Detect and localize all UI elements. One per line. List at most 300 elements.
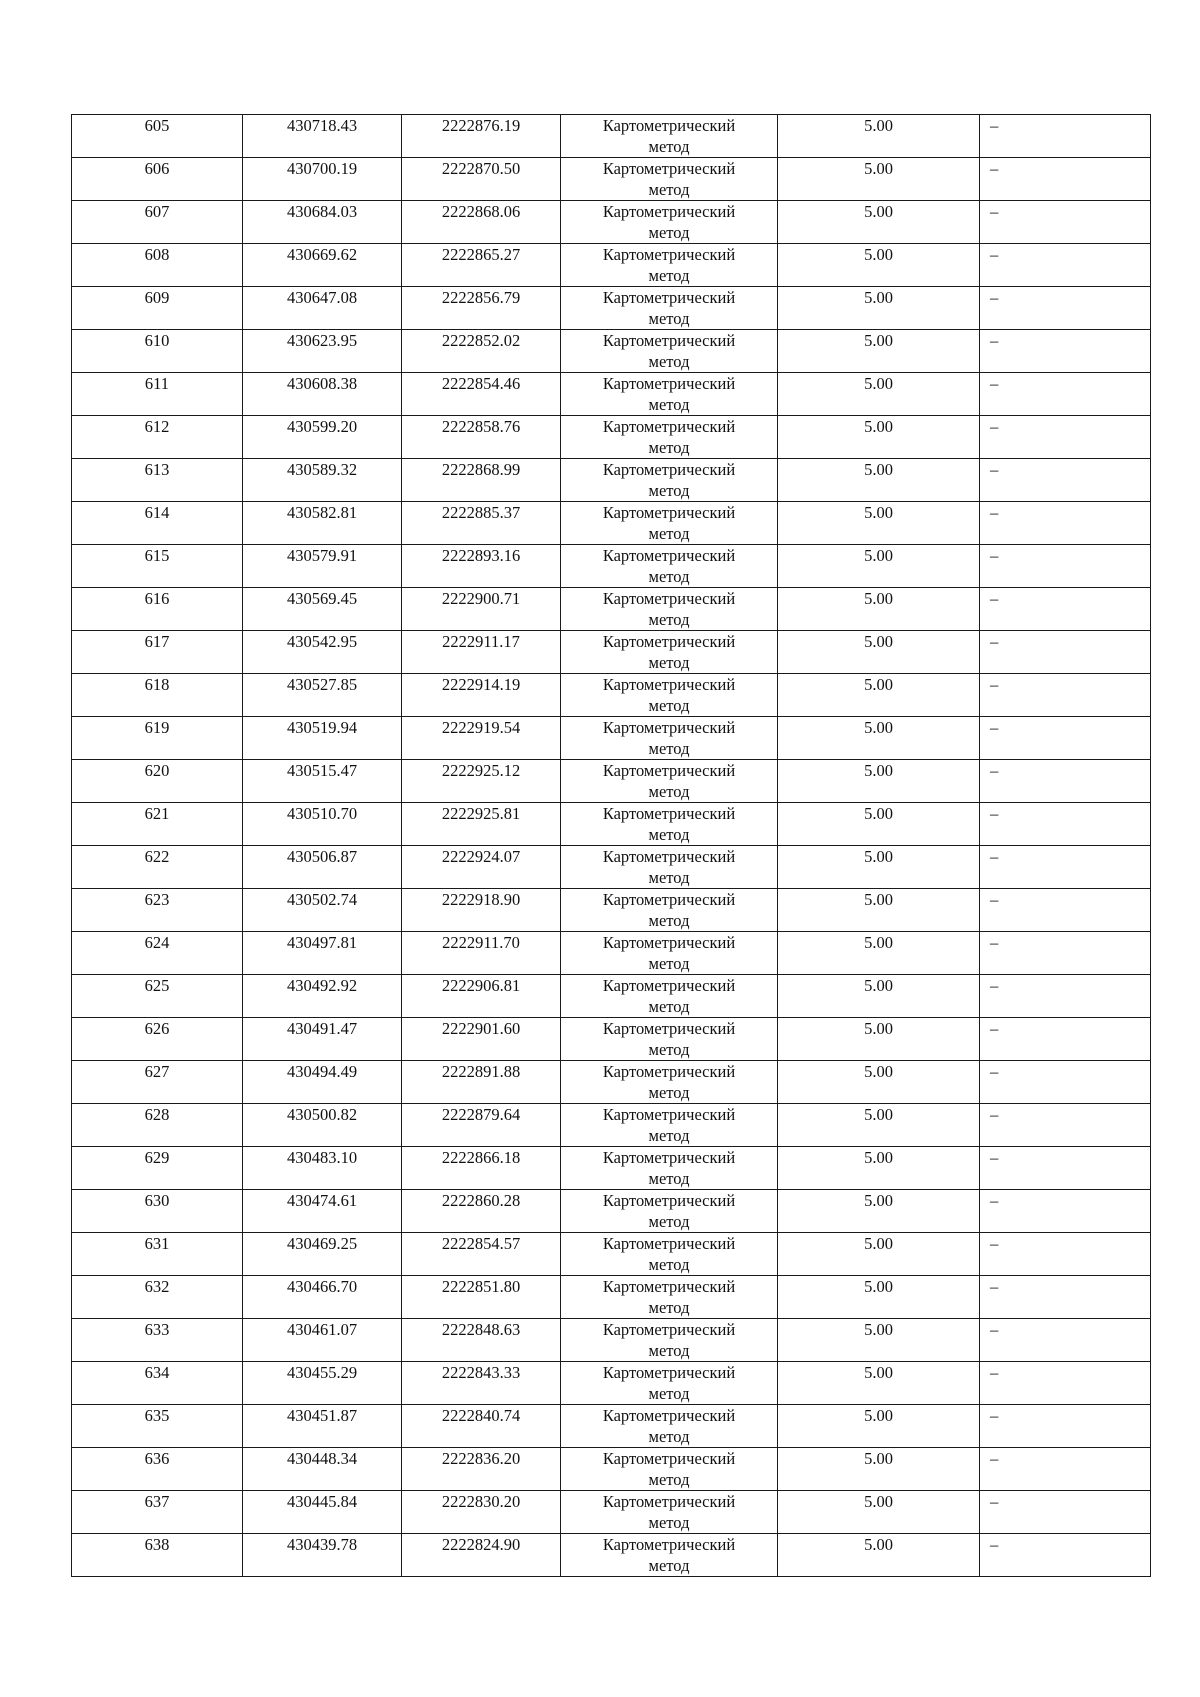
method-cell: [561, 588, 778, 631]
accuracy-cell: 5.00: [778, 244, 980, 287]
y-coordinate-cell: 2222851.80: [402, 1276, 561, 1319]
x-coordinate-cell: 430700.19: [243, 158, 402, 201]
note-cell: –: [980, 502, 1151, 545]
x-coordinate-cell: 430569.45: [243, 588, 402, 631]
note-cell: –: [980, 115, 1151, 158]
y-coordinate-cell: 2222924.07: [402, 846, 561, 889]
method-line-1: Картометрический: [602, 1363, 736, 1382]
point-number-cell: 611: [72, 373, 243, 416]
note-cell: –: [980, 803, 1151, 846]
method-line-2: метод: [648, 610, 690, 629]
method-line-1: Картометрический: [602, 1019, 736, 1038]
accuracy-cell: 5.00: [778, 1018, 980, 1061]
method-line-2: метод: [648, 739, 690, 758]
y-coordinate-cell: 2222870.50: [402, 158, 561, 201]
note-cell: –: [980, 1405, 1151, 1448]
method-line-1: Картометрический: [602, 847, 736, 866]
method-line-1: Картометрический: [602, 460, 736, 479]
x-coordinate-cell: 430466.70: [243, 1276, 402, 1319]
accuracy-cell: 5.00: [778, 1061, 980, 1104]
note-cell: –: [980, 760, 1151, 803]
method-line-1: Картометрический: [602, 1449, 736, 1468]
note-cell: –: [980, 330, 1151, 373]
table-row: [72, 674, 1151, 717]
method-line-1: Картометрический: [602, 288, 736, 307]
y-coordinate-cell: 2222868.99: [402, 459, 561, 502]
y-coordinate-cell: 2222860.28: [402, 1190, 561, 1233]
method-line-1: Картометрический: [602, 1535, 736, 1554]
method-line-2: метод: [648, 481, 690, 500]
point-number-cell: 637: [72, 1491, 243, 1534]
y-coordinate-cell: 2222858.76: [402, 416, 561, 459]
y-coordinate-cell: 2222840.74: [402, 1405, 561, 1448]
method-line-1: Картометрический: [602, 675, 736, 694]
note-cell: –: [980, 1319, 1151, 1362]
accuracy-cell: 5.00: [778, 158, 980, 201]
method-cell: [561, 1362, 778, 1405]
method-line-2: метод: [648, 438, 690, 457]
point-number-cell: 620: [72, 760, 243, 803]
accuracy-cell: 5.00: [778, 1362, 980, 1405]
x-coordinate-cell: 430448.34: [243, 1448, 402, 1491]
method-line-1: Картометрический: [602, 1191, 736, 1210]
method-line-1: Картометрический: [602, 503, 736, 522]
note-cell: –: [980, 244, 1151, 287]
y-coordinate-cell: 2222852.02: [402, 330, 561, 373]
table-row: [72, 1018, 1151, 1061]
method-line-1: Картометрический: [602, 589, 736, 608]
method-line-2: метод: [648, 1083, 690, 1102]
method-cell: [561, 158, 778, 201]
method-line-2: метод: [648, 1212, 690, 1231]
method-line-2: метод: [648, 911, 690, 930]
method-line-2: метод: [648, 180, 690, 199]
method-line-1: Картометрический: [602, 116, 736, 135]
x-coordinate-cell: 430589.32: [243, 459, 402, 502]
accuracy-cell: 5.00: [778, 631, 980, 674]
y-coordinate-cell: 2222925.81: [402, 803, 561, 846]
point-number-cell: 608: [72, 244, 243, 287]
method-line-1: Картометрический: [602, 1320, 736, 1339]
point-number-cell: 615: [72, 545, 243, 588]
method-cell: [561, 803, 778, 846]
table-row: [72, 1491, 1151, 1534]
table-row: [72, 803, 1151, 846]
method-cell: [561, 717, 778, 760]
method-cell: [561, 932, 778, 975]
method-cell: [561, 975, 778, 1018]
note-cell: –: [980, 1448, 1151, 1491]
method-line-2: метод: [648, 696, 690, 715]
method-line-1: Картометрический: [602, 1148, 736, 1167]
x-coordinate-cell: 430515.47: [243, 760, 402, 803]
y-coordinate-cell: 2222865.27: [402, 244, 561, 287]
point-number-cell: 618: [72, 674, 243, 717]
x-coordinate-cell: 430623.95: [243, 330, 402, 373]
accuracy-cell: 5.00: [778, 1233, 980, 1276]
y-coordinate-cell: 2222891.88: [402, 1061, 561, 1104]
point-number-cell: 614: [72, 502, 243, 545]
table-row: [72, 158, 1151, 201]
y-coordinate-cell: 2222879.64: [402, 1104, 561, 1147]
x-coordinate-cell: 430718.43: [243, 115, 402, 158]
x-coordinate-cell: 430669.62: [243, 244, 402, 287]
x-coordinate-cell: 430542.95: [243, 631, 402, 674]
method-line-2: метод: [648, 1341, 690, 1360]
y-coordinate-cell: 2222848.63: [402, 1319, 561, 1362]
point-number-cell: 607: [72, 201, 243, 244]
note-cell: –: [980, 459, 1151, 502]
table-row: [72, 631, 1151, 674]
accuracy-cell: 5.00: [778, 459, 980, 502]
y-coordinate-cell: 2222901.60: [402, 1018, 561, 1061]
y-coordinate-cell: 2222914.19: [402, 674, 561, 717]
y-coordinate-cell: 2222856.79: [402, 287, 561, 330]
note-cell: –: [980, 1534, 1151, 1577]
method-line-2: метод: [648, 223, 690, 242]
method-line-1: Картометрический: [602, 632, 736, 651]
y-coordinate-cell: 2222854.46: [402, 373, 561, 416]
x-coordinate-cell: 430519.94: [243, 717, 402, 760]
table-row: [72, 932, 1151, 975]
method-cell: [561, 502, 778, 545]
table-row: [72, 975, 1151, 1018]
point-number-cell: 631: [72, 1233, 243, 1276]
note-cell: –: [980, 1362, 1151, 1405]
accuracy-cell: 5.00: [778, 1104, 980, 1147]
method-line-1: Картометрический: [602, 546, 736, 565]
accuracy-cell: 5.00: [778, 201, 980, 244]
note-cell: –: [980, 588, 1151, 631]
x-coordinate-cell: 430461.07: [243, 1319, 402, 1362]
method-line-1: Картометрический: [602, 804, 736, 823]
point-number-cell: 630: [72, 1190, 243, 1233]
note-cell: –: [980, 932, 1151, 975]
x-coordinate-cell: 430455.29: [243, 1362, 402, 1405]
y-coordinate-cell: 2222830.20: [402, 1491, 561, 1534]
accuracy-cell: 5.00: [778, 1147, 980, 1190]
y-coordinate-cell: 2222900.71: [402, 588, 561, 631]
method-line-1: Картометрический: [602, 761, 736, 780]
accuracy-cell: 5.00: [778, 545, 980, 588]
method-cell: [561, 330, 778, 373]
method-cell: [561, 459, 778, 502]
method-cell: [561, 201, 778, 244]
method-line-1: Картометрический: [602, 159, 736, 178]
coordinates-table: [71, 114, 1151, 1577]
point-number-cell: 636: [72, 1448, 243, 1491]
table-row: [72, 459, 1151, 502]
table-row: [72, 1276, 1151, 1319]
x-coordinate-cell: 430494.49: [243, 1061, 402, 1104]
method-line-1: Картометрический: [602, 417, 736, 436]
x-coordinate-cell: 430492.92: [243, 975, 402, 1018]
accuracy-cell: 5.00: [778, 717, 980, 760]
accuracy-cell: 5.00: [778, 1491, 980, 1534]
point-number-cell: 623: [72, 889, 243, 932]
method-cell: [561, 1534, 778, 1577]
table-row: [72, 502, 1151, 545]
table-row: [72, 588, 1151, 631]
x-coordinate-cell: 430451.87: [243, 1405, 402, 1448]
note-cell: –: [980, 545, 1151, 588]
note-cell: –: [980, 1061, 1151, 1104]
table-row: [72, 416, 1151, 459]
point-number-cell: 617: [72, 631, 243, 674]
table-body: [72, 115, 1151, 1577]
x-coordinate-cell: 430445.84: [243, 1491, 402, 1534]
method-cell: [561, 373, 778, 416]
method-line-2: метод: [648, 1126, 690, 1145]
point-number-cell: 605: [72, 115, 243, 158]
x-coordinate-cell: 430608.38: [243, 373, 402, 416]
method-line-2: метод: [648, 997, 690, 1016]
method-line-1: Картометрический: [602, 202, 736, 221]
accuracy-cell: 5.00: [778, 1448, 980, 1491]
table-row: [72, 1362, 1151, 1405]
table-row: [72, 115, 1151, 158]
y-coordinate-cell: 2222925.12: [402, 760, 561, 803]
method-line-1: Картометрический: [602, 1492, 736, 1511]
y-coordinate-cell: 2222854.57: [402, 1233, 561, 1276]
x-coordinate-cell: 430491.47: [243, 1018, 402, 1061]
accuracy-cell: 5.00: [778, 1319, 980, 1362]
x-coordinate-cell: 430502.74: [243, 889, 402, 932]
table-row: [72, 1534, 1151, 1577]
x-coordinate-cell: 430497.81: [243, 932, 402, 975]
y-coordinate-cell: 2222885.37: [402, 502, 561, 545]
method-cell: [561, 545, 778, 588]
method-cell: [561, 1018, 778, 1061]
method-line-1: Картометрический: [602, 1277, 736, 1296]
x-coordinate-cell: 430483.10: [243, 1147, 402, 1190]
x-coordinate-cell: 430527.85: [243, 674, 402, 717]
method-line-2: метод: [648, 1556, 690, 1575]
method-line-2: метод: [648, 825, 690, 844]
note-cell: –: [980, 674, 1151, 717]
accuracy-cell: 5.00: [778, 975, 980, 1018]
method-line-2: метод: [648, 1298, 690, 1317]
method-line-2: метод: [648, 1384, 690, 1403]
x-coordinate-cell: 430506.87: [243, 846, 402, 889]
method-cell: [561, 1147, 778, 1190]
table-row: [72, 1233, 1151, 1276]
accuracy-cell: 5.00: [778, 115, 980, 158]
accuracy-cell: 5.00: [778, 760, 980, 803]
method-line-1: Картометрический: [602, 1406, 736, 1425]
y-coordinate-cell: 2222911.17: [402, 631, 561, 674]
note-cell: –: [980, 1491, 1151, 1534]
table-row: [72, 760, 1151, 803]
method-line-2: метод: [648, 309, 690, 328]
table-row: [72, 1319, 1151, 1362]
point-number-cell: 609: [72, 287, 243, 330]
method-line-2: метод: [648, 1255, 690, 1274]
method-line-1: Картометрический: [602, 976, 736, 995]
method-line-2: метод: [648, 868, 690, 887]
note-cell: –: [980, 1276, 1151, 1319]
y-coordinate-cell: 2222843.33: [402, 1362, 561, 1405]
point-number-cell: 624: [72, 932, 243, 975]
method-cell: [561, 760, 778, 803]
note-cell: –: [980, 846, 1151, 889]
method-cell: [561, 1233, 778, 1276]
method-cell: [561, 1276, 778, 1319]
point-number-cell: 633: [72, 1319, 243, 1362]
table-row: [72, 545, 1151, 588]
y-coordinate-cell: 2222893.16: [402, 545, 561, 588]
accuracy-cell: 5.00: [778, 803, 980, 846]
method-cell: [561, 1319, 778, 1362]
table-row: [72, 1104, 1151, 1147]
accuracy-cell: 5.00: [778, 889, 980, 932]
method-line-1: Картометрический: [602, 374, 736, 393]
point-number-cell: 632: [72, 1276, 243, 1319]
note-cell: –: [980, 158, 1151, 201]
point-number-cell: 627: [72, 1061, 243, 1104]
table-row: [72, 244, 1151, 287]
accuracy-cell: 5.00: [778, 1276, 980, 1319]
x-coordinate-cell: 430599.20: [243, 416, 402, 459]
table-row: [72, 1448, 1151, 1491]
method-line-2: метод: [648, 782, 690, 801]
point-number-cell: 625: [72, 975, 243, 1018]
y-coordinate-cell: 2222918.90: [402, 889, 561, 932]
method-line-2: метод: [648, 653, 690, 672]
method-line-2: метод: [648, 395, 690, 414]
method-cell: [561, 846, 778, 889]
point-number-cell: 629: [72, 1147, 243, 1190]
note-cell: –: [980, 1018, 1151, 1061]
point-number-cell: 610: [72, 330, 243, 373]
accuracy-cell: 5.00: [778, 674, 980, 717]
accuracy-cell: 5.00: [778, 1534, 980, 1577]
method-line-2: метод: [648, 1513, 690, 1532]
method-line-1: Картометрический: [602, 718, 736, 737]
note-cell: –: [980, 889, 1151, 932]
method-cell: [561, 287, 778, 330]
method-cell: [561, 1448, 778, 1491]
point-number-cell: 606: [72, 158, 243, 201]
method-cell: [561, 1491, 778, 1534]
point-number-cell: 616: [72, 588, 243, 631]
method-line-2: метод: [648, 266, 690, 285]
method-cell: [561, 631, 778, 674]
accuracy-cell: 5.00: [778, 416, 980, 459]
accuracy-cell: 5.00: [778, 932, 980, 975]
x-coordinate-cell: 430439.78: [243, 1534, 402, 1577]
point-number-cell: 634: [72, 1362, 243, 1405]
note-cell: –: [980, 631, 1151, 674]
method-line-1: Картометрический: [602, 890, 736, 909]
method-cell: [561, 1104, 778, 1147]
method-cell: [561, 1061, 778, 1104]
point-number-cell: 635: [72, 1405, 243, 1448]
point-number-cell: 612: [72, 416, 243, 459]
method-line-1: Картометрический: [602, 1234, 736, 1253]
note-cell: –: [980, 287, 1151, 330]
method-line-2: метод: [648, 1169, 690, 1188]
point-number-cell: 638: [72, 1534, 243, 1577]
point-number-cell: 621: [72, 803, 243, 846]
method-line-1: Картометрический: [602, 331, 736, 350]
x-coordinate-cell: 430579.91: [243, 545, 402, 588]
table-row: [72, 201, 1151, 244]
y-coordinate-cell: 2222906.81: [402, 975, 561, 1018]
method-cell: [561, 244, 778, 287]
point-number-cell: 619: [72, 717, 243, 760]
y-coordinate-cell: 2222876.19: [402, 115, 561, 158]
method-line-2: метод: [648, 1427, 690, 1446]
method-line-1: Картометрический: [602, 245, 736, 264]
note-cell: –: [980, 416, 1151, 459]
table-row: [72, 846, 1151, 889]
method-line-2: метод: [648, 1470, 690, 1489]
method-line-1: Картометрический: [602, 1062, 736, 1081]
table-row: [72, 287, 1151, 330]
method-cell: [561, 889, 778, 932]
method-line-2: метод: [648, 954, 690, 973]
note-cell: –: [980, 975, 1151, 1018]
y-coordinate-cell: 2222836.20: [402, 1448, 561, 1491]
method-cell: [561, 674, 778, 717]
table-row: [72, 1405, 1151, 1448]
point-number-cell: 628: [72, 1104, 243, 1147]
method-line-2: метод: [648, 352, 690, 371]
accuracy-cell: 5.00: [778, 502, 980, 545]
table-row: [72, 1061, 1151, 1104]
point-number-cell: 613: [72, 459, 243, 502]
x-coordinate-cell: 430469.25: [243, 1233, 402, 1276]
method-line-2: метод: [648, 567, 690, 586]
method-line-2: метод: [648, 524, 690, 543]
method-cell: [561, 416, 778, 459]
y-coordinate-cell: 2222919.54: [402, 717, 561, 760]
accuracy-cell: 5.00: [778, 1405, 980, 1448]
note-cell: –: [980, 1233, 1151, 1276]
x-coordinate-cell: 430474.61: [243, 1190, 402, 1233]
method-cell: [561, 115, 778, 158]
y-coordinate-cell: 2222911.70: [402, 932, 561, 975]
point-number-cell: 626: [72, 1018, 243, 1061]
note-cell: –: [980, 373, 1151, 416]
x-coordinate-cell: 430582.81: [243, 502, 402, 545]
table-row: [72, 330, 1151, 373]
table-row: [72, 889, 1151, 932]
x-coordinate-cell: 430684.03: [243, 201, 402, 244]
table-row: [72, 373, 1151, 416]
accuracy-cell: 5.00: [778, 330, 980, 373]
y-coordinate-cell: 2222866.18: [402, 1147, 561, 1190]
note-cell: –: [980, 717, 1151, 760]
table-row: [72, 1147, 1151, 1190]
accuracy-cell: 5.00: [778, 287, 980, 330]
note-cell: –: [980, 1147, 1151, 1190]
accuracy-cell: 5.00: [778, 373, 980, 416]
method-line-2: метод: [648, 137, 690, 156]
accuracy-cell: 5.00: [778, 1190, 980, 1233]
y-coordinate-cell: 2222824.90: [402, 1534, 561, 1577]
x-coordinate-cell: 430510.70: [243, 803, 402, 846]
method-cell: [561, 1405, 778, 1448]
x-coordinate-cell: 430647.08: [243, 287, 402, 330]
note-cell: –: [980, 1190, 1151, 1233]
point-number-cell: 622: [72, 846, 243, 889]
accuracy-cell: 5.00: [778, 588, 980, 631]
accuracy-cell: 5.00: [778, 846, 980, 889]
method-line-1: Картометрический: [602, 933, 736, 952]
note-cell: –: [980, 201, 1151, 244]
